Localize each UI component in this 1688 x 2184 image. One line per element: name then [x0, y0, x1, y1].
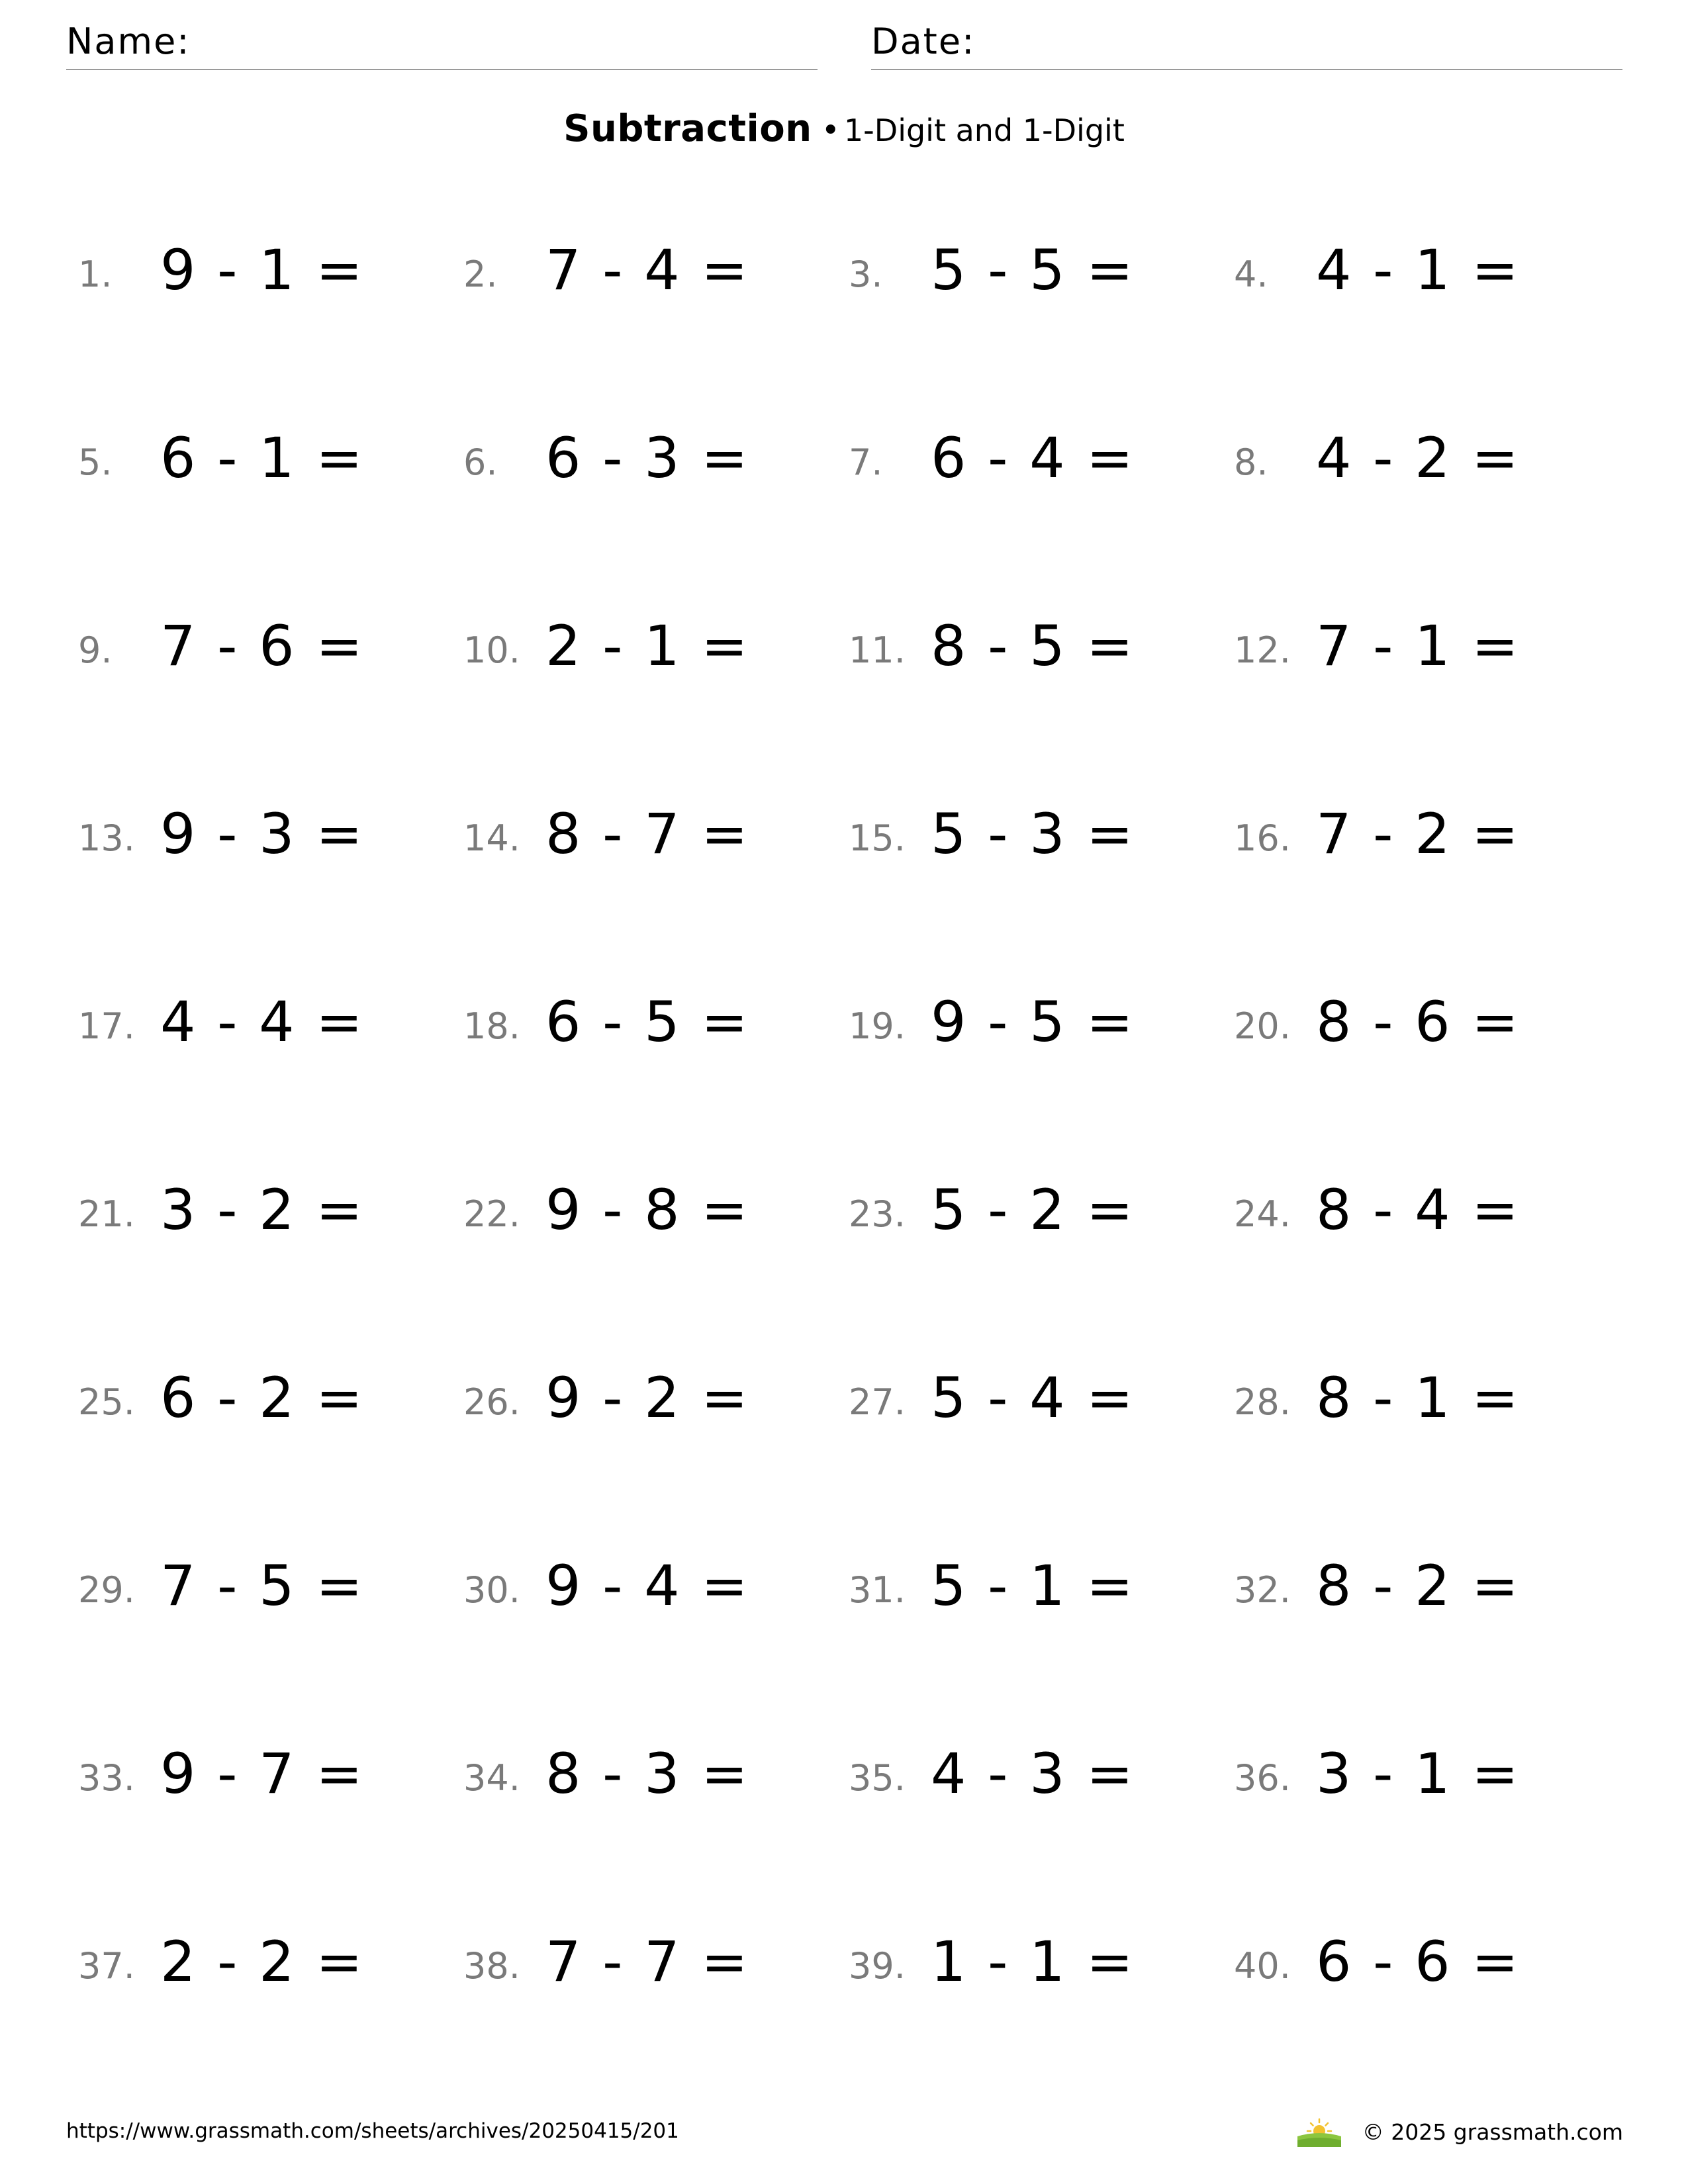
problem-number: 37.: [78, 1945, 135, 1987]
problem-number: 18.: [463, 1005, 520, 1047]
problem-number: 16.: [1234, 817, 1291, 859]
problem-number: 20.: [1234, 1005, 1291, 1047]
problem-number: 39.: [849, 1945, 906, 1987]
problem-expression: 7 - 6 =: [160, 614, 365, 678]
problem-expression: 6 - 1 =: [160, 426, 365, 490]
problem-expression: 4 - 4 =: [160, 989, 365, 1054]
problem-number: 33.: [78, 1757, 135, 1799]
problem-expression: 8 - 2 =: [1316, 1553, 1521, 1618]
problem-number: 4.: [1234, 253, 1268, 295]
problem-expression: 6 - 5 =: [545, 989, 750, 1054]
problem-number: 38.: [463, 1945, 520, 1987]
problem-number: 35.: [849, 1757, 906, 1799]
problem-expression: 9 - 7 =: [160, 1741, 365, 1806]
name-field[interactable]: [66, 21, 818, 70]
problem-expression: 4 - 3 =: [931, 1741, 1135, 1806]
date-label: Date:: [871, 21, 976, 62]
problem-expression: 7 - 1 =: [1316, 614, 1521, 678]
title-subtitle: 1-Digit and 1-Digit: [843, 113, 1125, 148]
problem-number: 28.: [1234, 1381, 1291, 1423]
problem-number: 6.: [463, 441, 498, 483]
problem-expression: 2 - 2 =: [160, 1929, 365, 1994]
problem-expression: 3 - 2 =: [160, 1177, 365, 1242]
footer-brand: [1296, 2116, 1623, 2147]
problem-expression: 8 - 6 =: [1316, 989, 1521, 1054]
problem-number: 9.: [78, 629, 113, 671]
sun-over-grass-icon: [1296, 2116, 1342, 2147]
title-main: Subtraction: [563, 107, 812, 150]
problem-expression: 5 - 2 =: [931, 1177, 1135, 1242]
problem-expression: 7 - 7 =: [545, 1929, 750, 1994]
problem-number: 19.: [849, 1005, 906, 1047]
problem-number: 24.: [1234, 1193, 1291, 1235]
problem-number: 5.: [78, 441, 113, 483]
problem-expression: 6 - 4 =: [931, 426, 1135, 490]
problem-expression: 5 - 3 =: [931, 801, 1135, 866]
problem-expression: 2 - 1 =: [545, 614, 750, 678]
problem-number: 36.: [1234, 1757, 1291, 1799]
problem-expression: 9 - 1 =: [160, 238, 365, 302]
date-field[interactable]: [871, 21, 1622, 70]
problem-number: 3.: [849, 253, 883, 295]
footer-url: https://www.grassmath.com/sheets/archives/20250415/201: [66, 2119, 679, 2143]
name-label: Name:: [66, 21, 191, 62]
problem-expression: 9 - 8 =: [545, 1177, 750, 1242]
problem-expression: 4 - 1 =: [1316, 238, 1521, 302]
footer-copyright: © 2025 grassmath.com: [1362, 2118, 1623, 2145]
problem-expression: 3 - 1 =: [1316, 1741, 1521, 1806]
problem-number: 32.: [1234, 1569, 1291, 1611]
problem-number: 8.: [1234, 441, 1268, 483]
problem-number: 25.: [78, 1381, 135, 1423]
problem-expression: 7 - 5 =: [160, 1553, 365, 1618]
problem-expression: 4 - 2 =: [1316, 426, 1521, 490]
problem-number: 22.: [463, 1193, 520, 1235]
title-separator: •: [821, 112, 840, 149]
problem-expression: 8 - 7 =: [545, 801, 750, 866]
problem-expression: 6 - 2 =: [160, 1365, 365, 1430]
problem-number: 29.: [78, 1569, 135, 1611]
problem-expression: 1 - 1 =: [931, 1929, 1135, 1994]
problem-number: 21.: [78, 1193, 135, 1235]
problem-expression: 5 - 5 =: [931, 238, 1135, 302]
problem-expression: 8 - 3 =: [545, 1741, 750, 1806]
problem-expression: 9 - 3 =: [160, 801, 365, 866]
problem-number: 15.: [849, 817, 906, 859]
problem-number: 13.: [78, 817, 135, 859]
problem-expression: 5 - 4 =: [931, 1365, 1135, 1430]
problem-number: 27.: [849, 1381, 906, 1423]
problem-expression: 5 - 1 =: [931, 1553, 1135, 1618]
problem-expression: 6 - 6 =: [1316, 1929, 1521, 1994]
problem-expression: 9 - 4 =: [545, 1553, 750, 1618]
problem-number: 17.: [78, 1005, 135, 1047]
problem-expression: 7 - 2 =: [1316, 801, 1521, 866]
problem-number: 31.: [849, 1569, 906, 1611]
problem-number: 23.: [849, 1193, 906, 1235]
problem-number: 1.: [78, 253, 113, 295]
problem-number: 14.: [463, 817, 520, 859]
problem-number: 12.: [1234, 629, 1291, 671]
problem-expression: 9 - 2 =: [545, 1365, 750, 1430]
problem-number: 11.: [849, 629, 906, 671]
problem-number: 34.: [463, 1757, 520, 1799]
problem-expression: 9 - 5 =: [931, 989, 1135, 1054]
problem-number: 10.: [463, 629, 520, 671]
problem-expression: 8 - 5 =: [931, 614, 1135, 678]
problem-number: 26.: [463, 1381, 520, 1423]
problem-expression: 8 - 1 =: [1316, 1365, 1521, 1430]
problem-number: 2.: [463, 253, 498, 295]
problem-number: 30.: [463, 1569, 520, 1611]
worksheet-title: [0, 107, 1688, 150]
problem-expression: 7 - 4 =: [545, 238, 750, 302]
problem-number: 40.: [1234, 1945, 1291, 1987]
problem-expression: 8 - 4 =: [1316, 1177, 1521, 1242]
problem-expression: 6 - 3 =: [545, 426, 750, 490]
problem-number: 7.: [849, 441, 883, 483]
